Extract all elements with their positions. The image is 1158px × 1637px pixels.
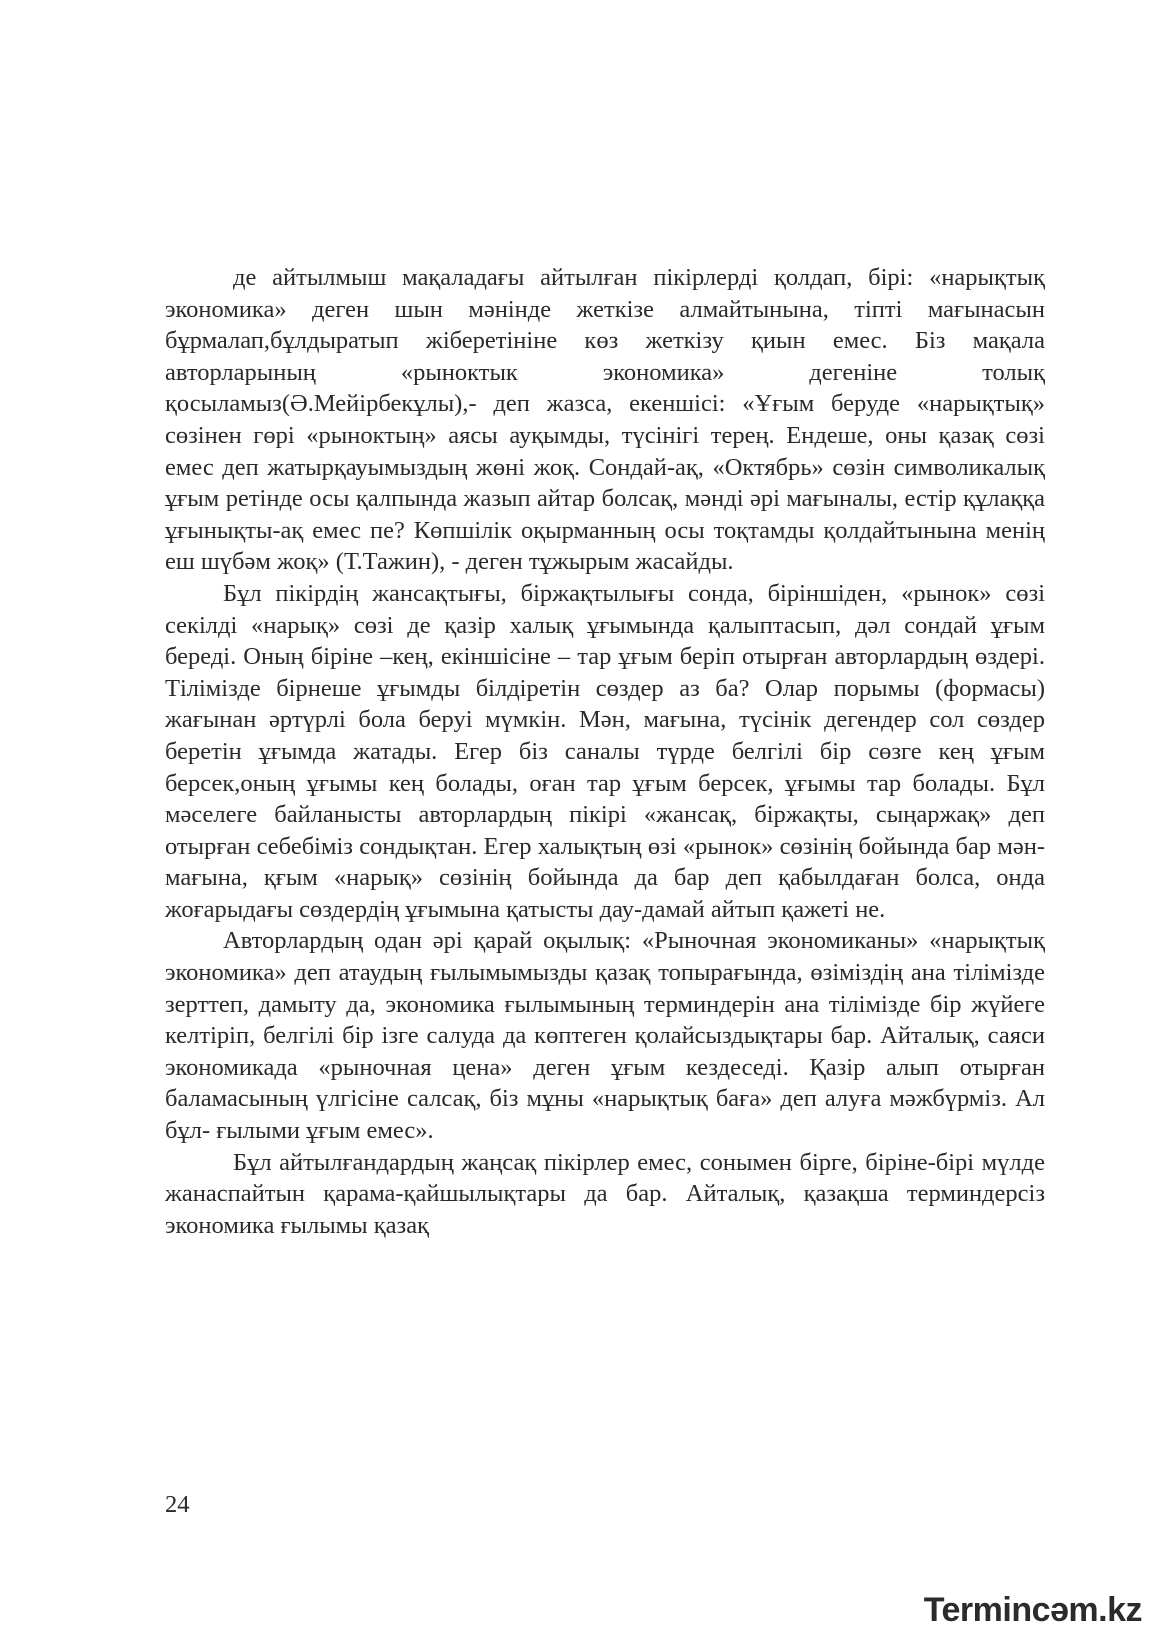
paragraph-2: Бұл пікірдің жансақтығы, біржақтылығы сонда, біріншіден, «рынок» сөзі секілді «нарық» сөзі де қазір халық ұғымында қалыптасып, дәл сондай ұғым береді. Оның біріне –кең, екіншісіне – тар ұғым беріп отырған авторлардың өздері. Тілімізде бірнеше ұғымды білдіретін сөздер аз ба? Олар порымы (формасы) жағынан әртүрлі бола беруі мүмкін. Мән, мағына, түсінік дегендер сол сөздер беретін ұғымда жатады. Егер біз саналы түрде белгілі бір сөзге кең ұғым берсек,оның ұғымы кең болады, оған тар ұғым берсек, ұғымы тар болады. Бұл мәселеге байланысты авторлардың пікірі «жансақ, біржақты, сыңаржақ» деп отырған себебіміз сондықтан. Егер халықтың өзі «рынок» сөзінің бойында бар мән-мағына, қғым «нарық» сөзінің бойында да бар деп қабылдаған болса, онда жоғарыдағы сөздердің ұғымына қатысты дау-дамай айтып қажеті не. xyxy=(165,579,1045,923)
site-watermark xyxy=(924,1590,1142,1630)
paragraph-1: де айтылмыш мақаладағы айтылған пікірлерді қолдап, бірі: «нарықтық экономика» деген шын мәнінде жеткізе алмайтынына, тіпті мағынасын бұрмалап,бұлдыратып жіберетініне көз жеткізу қиын емес. Біз мақала авторларының «рыноктык экономика» дегеніне толық қосыламыз(Ә.Мейірбекұлы),- деп жазса, екеншісі: «Ұғым беруде «нарықтық» сөзінен гөрі «рыноктың» аясы ауқымды, түсінігі терең. Ендеше, оны қазақ сөзі емес деп жатырқауымыздың жөні жоқ. Сондай-ақ, «Октябрь» сөзін символикалық ұғым ретінде осы қалпында жазып айтар болсақ, мәнді әрі мағыналы, естір құлаққа ұғынықты-ақ емес пе? Көпшілік оқырманның осы тоқтамды қолдайтынына менің еш шүбәм жоқ» (Т.Тажин), - деген тұжырым жасайды. xyxy=(165,264,1045,576)
document-body xyxy=(165,262,1045,1241)
watermark-text: Termincəm.kz xyxy=(923,1590,1142,1629)
paragraph-3: Авторлардың одан әрі қарай оқылық: «Рыночная экономиканы» «нарықтық экономика» деп атаудың ғылымымызды қазақ топырағында, өзіміздің ана тілімізде зерттеп, дамыту да, экономика ғылымының терминдерін ана тілімізде бір жүйеге келтіріп, белгілі бір ізге салуда да көптеген қолайсыздықтары бар. Айталық, саяси экономикада «рыночная цена» деген ұғым кездеседі. Қазір алып отырған баламасының үлгісіне салсақ, біз мұны «нарықтық баға» деп алуға мәжбүрміз. Ал бұл- ғылыми ұғым емес». xyxy=(165,927,1045,1145)
paragraph-4: Бұл айтылғандардың жаңсақ пікірлер емес, сонымен бірге, біріне-бірі мүлде жанаспайтын қарама-қайшылықтары да бар. Айталық, қазақша терминдерсіз экономика ғылымы қазақ xyxy=(165,1148,1045,1239)
page-number: 24 xyxy=(165,1491,190,1518)
